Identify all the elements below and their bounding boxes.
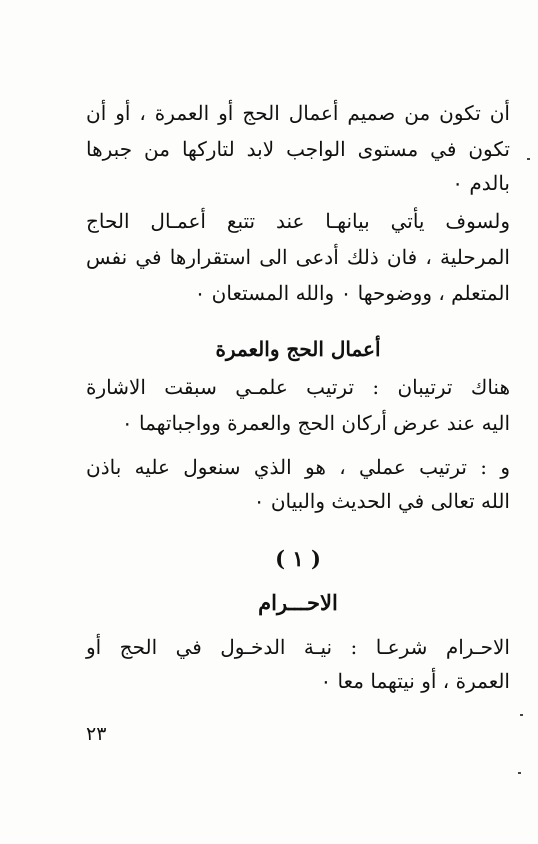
section-paragraph-2-line-2: الله تعالى في الحديث والبيان ٠ <box>253 489 510 513</box>
scan-speck <box>527 158 530 160</box>
item-heading: الاحـــرام <box>258 590 338 615</box>
page-number: ٢٣ <box>86 723 107 745</box>
section-paragraph-1-line-1: هناك ترتيبان : ترتيب علمـي سبقت الاشارة <box>86 375 510 399</box>
item-number: ( ١ ) <box>275 546 321 571</box>
section-paragraph-2-line-1: و : ترتيب عملي ، هو الذي سنعول عليه باذن <box>86 455 511 479</box>
item-paragraph-line-2: العمرة ، أو نيتهما معا ٠ <box>320 669 510 693</box>
scan-speck <box>518 772 521 774</box>
paragraph-2-line-1: ولسوف يأتي بيانهـا عند تتبع أعمـال الحاج <box>86 209 510 233</box>
section-heading: أعمال الحج والعمرة <box>215 337 381 361</box>
scan-speck <box>520 714 523 716</box>
paragraph-2-line-2: المرحلية ، فان ذلك أدعى الى استقرارها في نفس <box>86 245 510 269</box>
paragraph-1-line-2: تكون في مستوى الواجب لابد لتاركها من جبرها <box>86 137 510 161</box>
paragraph-1-line-1: أن تكون من صميم أعمال الحج أو العمرة ، أو أن <box>86 101 510 125</box>
paragraph-2-line-3: المتعلم ، ووضوحها ٠ والله المستعان ٠ <box>194 281 510 305</box>
paragraph-1-line-3: بالدم ٠ <box>452 171 510 195</box>
item-paragraph-line-1: الاحـرام شرعـا : نيـة الدخـول في الحج أو <box>86 635 510 659</box>
section-paragraph-1-line-2: اليه عند عرض أركان الحج والعمرة وواجباتهما ٠ <box>121 411 510 435</box>
